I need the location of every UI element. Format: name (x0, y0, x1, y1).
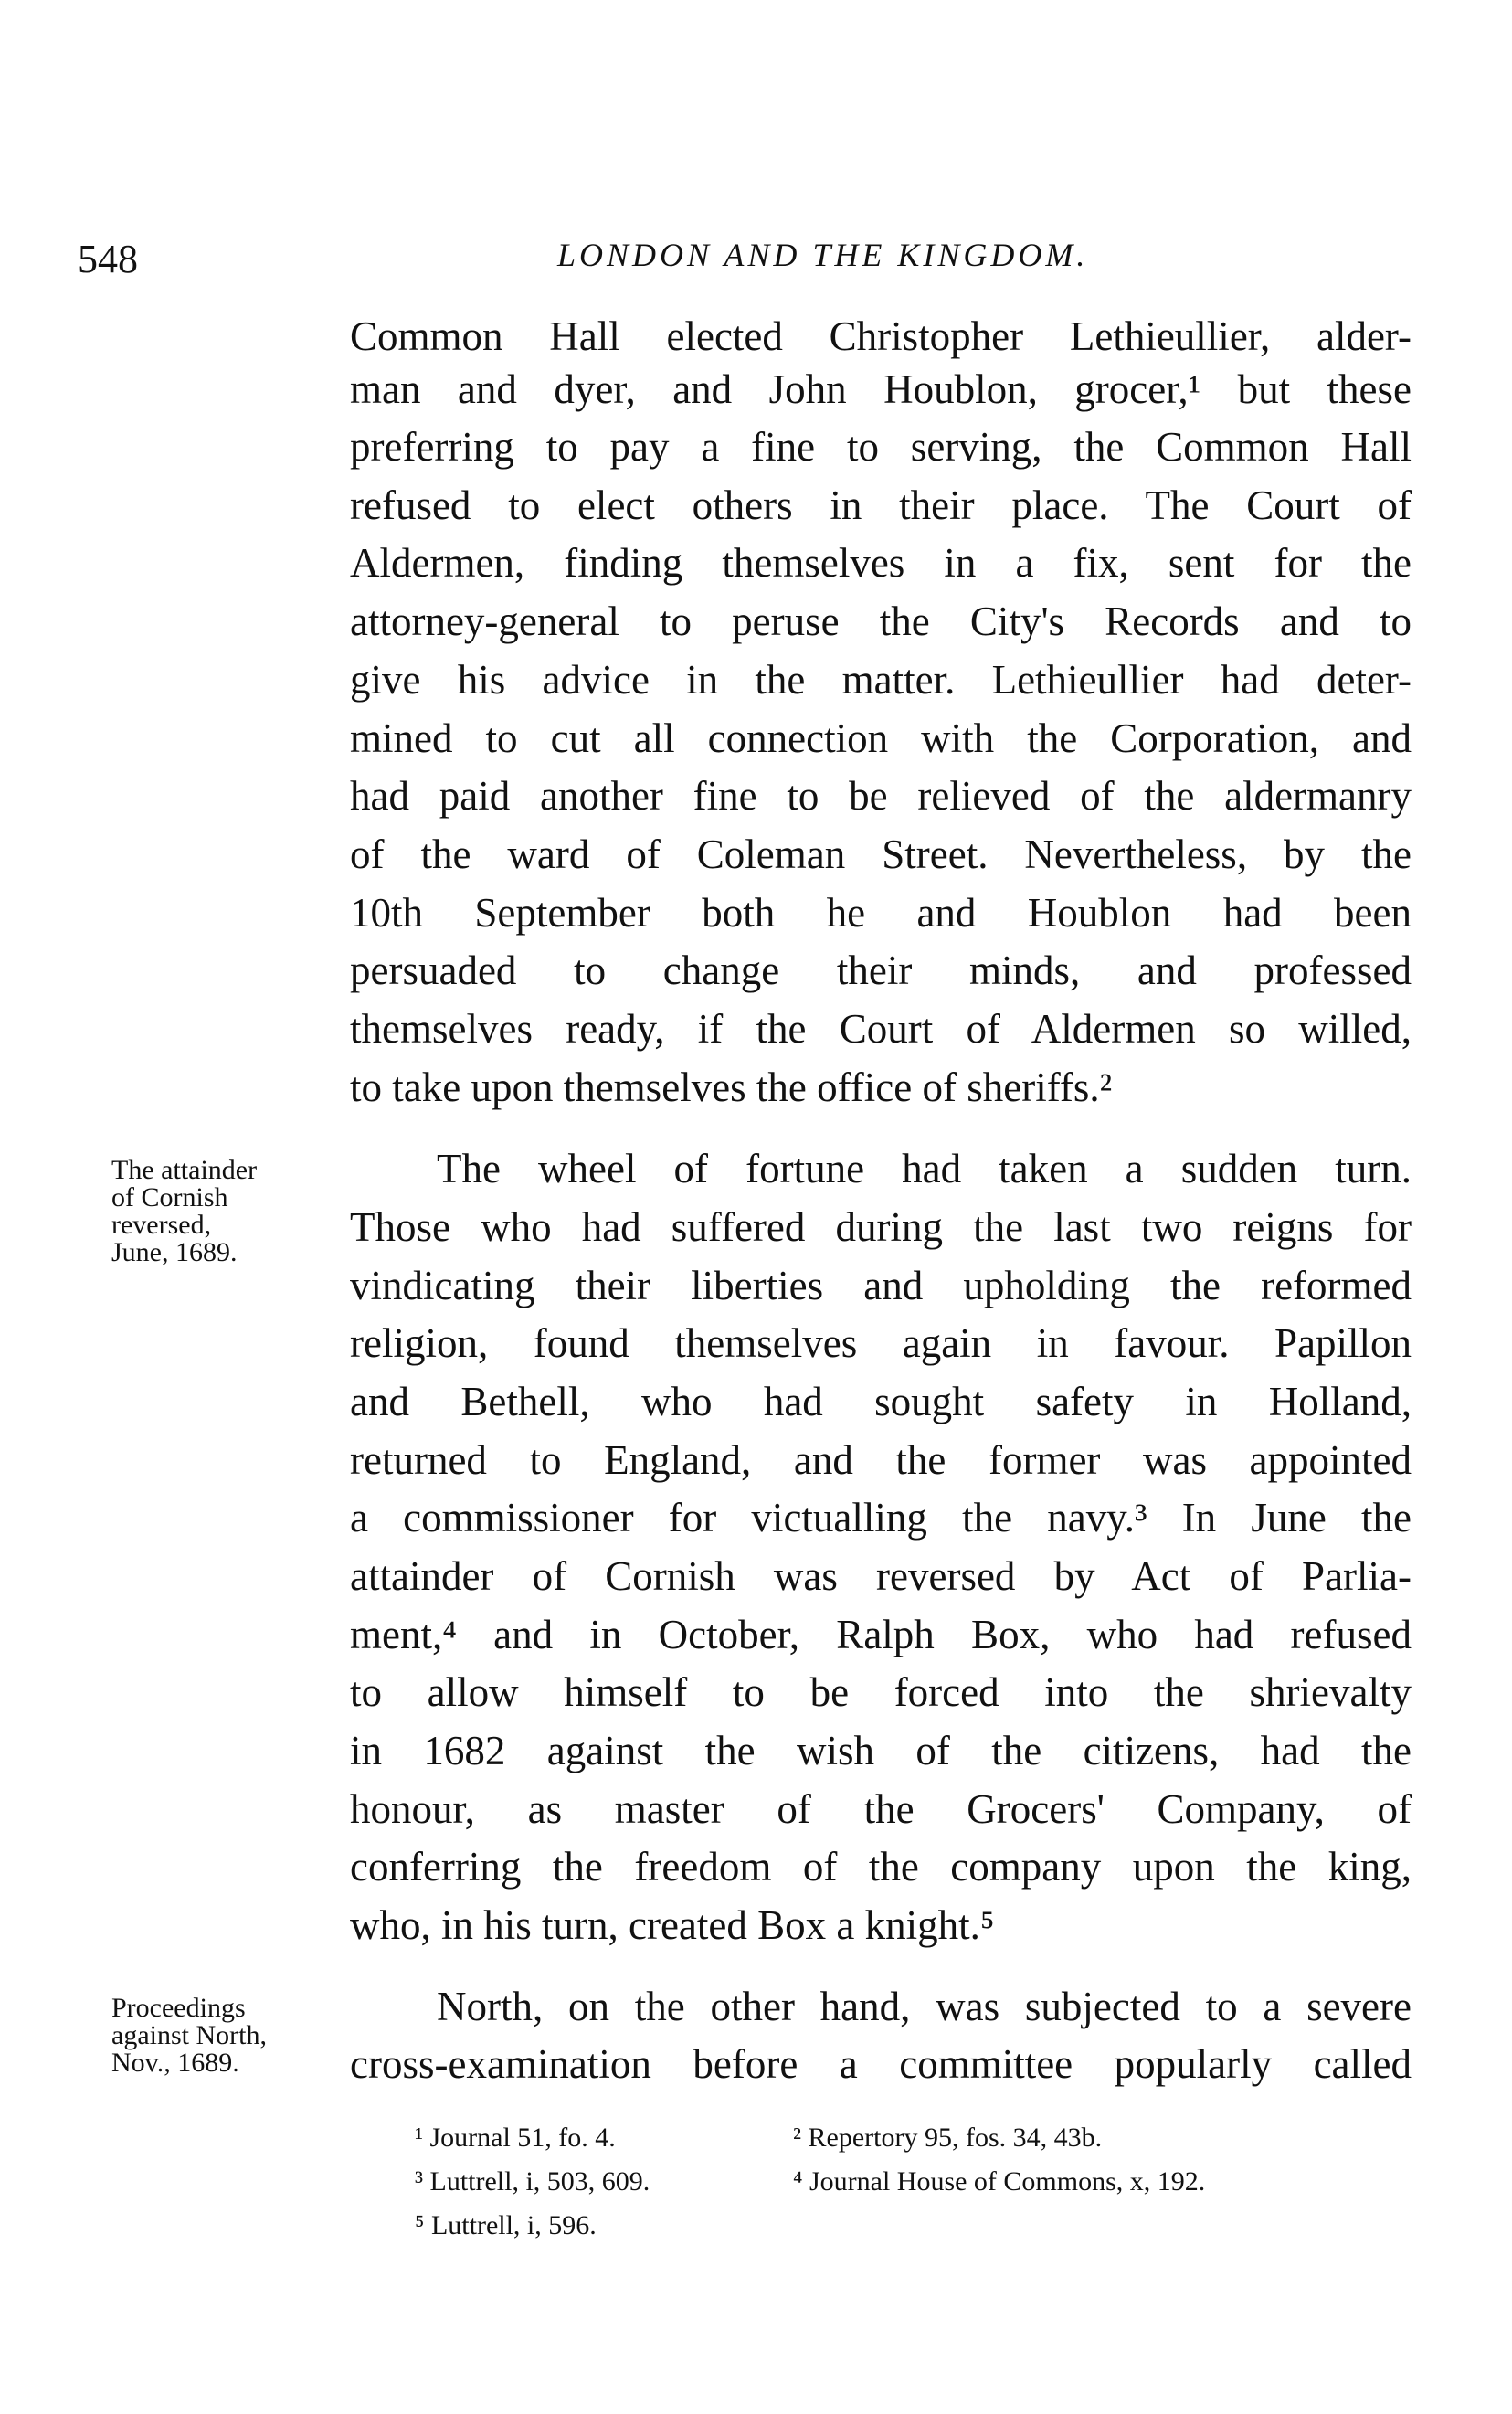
body-line: to take upon themselves the office of sheriffs.² (350, 1064, 1113, 1110)
body-line: attainder of Cornish was reversed by Act of Parlia- (350, 1553, 1412, 1599)
body-line: refused to elect others in their place. The Court of (350, 482, 1412, 528)
margin-note-line: Nov., 1689. (111, 2048, 239, 2078)
body-line: 10th September both he and Houblon had been (350, 890, 1412, 936)
footnote: ⁵ Luttrell, i, 596. (415, 2210, 597, 2240)
page-number: 548 (78, 237, 138, 281)
body-line: Common Hall elected Christopher Lethieullier, alder- (350, 313, 1412, 359)
margin-note-line: against North, (111, 2020, 267, 2050)
body-line: of the ward of Coleman Street. Nevertheless, by the (350, 831, 1412, 877)
body-line: conferring the freedom of the company upon the king, (350, 1844, 1412, 1890)
footnote: ² Repertory 95, fos. 34, 43b. (793, 2123, 1103, 2153)
body-line: mined to cut all connection with the Corporation, and (350, 715, 1412, 761)
body-line: and Bethell, who had sought safety in Holland, (350, 1379, 1412, 1424)
body-line: Those who had suffered during the last two reigns for (350, 1204, 1412, 1250)
footnote: ³ Luttrell, i, 503, 609. (415, 2166, 650, 2197)
margin-note-line: of Cornish (111, 1182, 228, 1212)
margin-note-line: reversed, (111, 1210, 212, 1240)
body-line: religion, found themselves again in favour. Papillon (350, 1320, 1412, 1366)
body-line: preferring to pay a fine to serving, the Common Hall (350, 424, 1412, 470)
body-line: man and dyer, and John Houblon, grocer,¹ but these (350, 366, 1412, 412)
body-line: North, on the other hand, was subjected to a severe (437, 1984, 1412, 2029)
body-line: cross-examination before a committee popularly called (350, 2041, 1412, 2087)
body-line: to allow himself to be forced into the shrievalty (350, 1669, 1412, 1715)
body-line: in 1682 against the wish of the citizens, had the (350, 1728, 1412, 1773)
body-line: Aldermen, finding themselves in a fix, sent for the (350, 540, 1412, 586)
body-line: themselves ready, if the Court of Aldermen so willed, (350, 1006, 1412, 1052)
margin-note-line: The attainder (111, 1155, 258, 1185)
body-line: ment,⁴ and in October, Ralph Box, who had refused (350, 1612, 1412, 1657)
footnote: ¹ Journal 51, fo. 4. (415, 2123, 616, 2153)
body-line: returned to England, and the former was appointed (350, 1437, 1412, 1483)
body-line: had paid another fine to be relieved of the aldermanry (350, 773, 1412, 819)
body-line: vindicating their liberties and upholding the reformed (350, 1263, 1412, 1308)
body-line: The wheel of fortune had taken a sudden turn. (437, 1146, 1412, 1191)
body-line: who, in his turn, created Box a knight.⁵ (350, 1902, 995, 1948)
running-title: LONDON AND THE KINGDOM. (557, 237, 1089, 273)
body-line: attorney-general to peruse the City's Records and to (350, 598, 1412, 644)
margin-note-line: Proceedings (111, 1993, 246, 2023)
footnote: ⁴ Journal House of Commons, x, 192. (793, 2166, 1206, 2197)
body-line: honour, as master of the Grocers' Company, of (350, 1786, 1412, 1832)
body-line: a commissioner for victualling the navy.³ In June the (350, 1495, 1412, 1541)
body-line: persuaded to change their minds, and professed (350, 948, 1412, 993)
margin-note-line: June, 1689. (111, 1237, 238, 1267)
body-line: give his advice in the matter. Lethieullier had deter- (350, 657, 1412, 703)
